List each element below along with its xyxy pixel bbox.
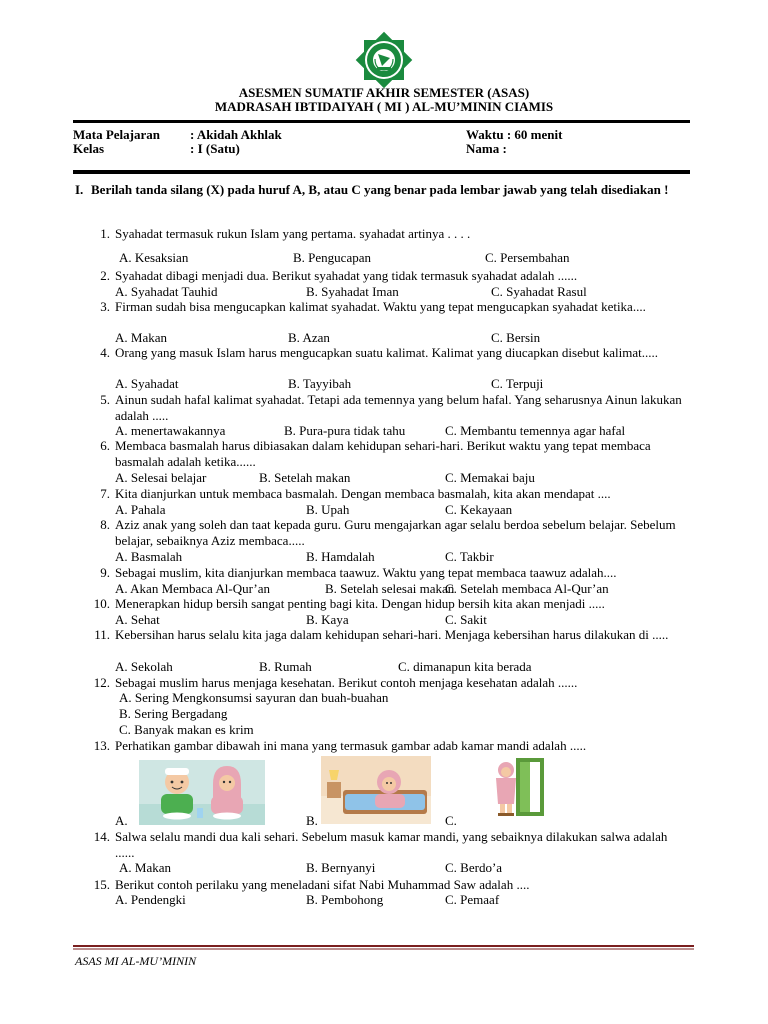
time-field: Waktu : 60 menit [466, 127, 563, 142]
answer-option[interactable]: C. dimanapun kita berada [398, 659, 532, 674]
question-text: Firman sudah bisa mengucapkan kalimat syahadat. Waktu yang tepat mengucapkan syahadat ketika.... [115, 299, 646, 314]
answer-option[interactable]: B. Setelah makan [259, 470, 351, 485]
question-text: Sebagai muslim harus menjaga kesehatan. Berikut contoh menjaga kesehatan adalah ...... [115, 675, 578, 690]
answer-option[interactable]: A. Makan [115, 330, 167, 345]
answer-option[interactable]: C. Sakit [445, 612, 487, 627]
answer-option[interactable]: A. Sering Mengkonsumsi sayuran dan buah-buahan [119, 690, 389, 705]
answer-option[interactable]: A. menertawakannya [115, 423, 226, 438]
question-number: 12. [93, 675, 110, 690]
answer-option[interactable]: B. Setelah selesai makan [325, 581, 455, 596]
answer-option[interactable]: B. Hamdalah [306, 549, 375, 564]
girl-in-bed-image [321, 756, 431, 824]
question-text: Orang yang masuk Islam harus mengucapkan suatu kalimat. Kalimat yang diucapkan disebut kalimat..... [115, 345, 658, 360]
answer-option[interactable]: B. Bernyanyi [306, 860, 376, 875]
answer-option[interactable]: B. Tayyibah [288, 376, 352, 391]
answer-option[interactable]: C. Memakai baju [445, 470, 535, 485]
answer-option[interactable]: A. Kesaksian [119, 250, 189, 265]
girl-at-door-image [492, 756, 547, 820]
question-number: 10. [93, 596, 110, 611]
answer-option[interactable]: C. Bersin [491, 330, 541, 345]
question-text: Syahadat dibagi menjadi dua. Berikut syahadat yang tidak termasuk syahadat adalah ...... [115, 268, 578, 283]
subject-label: Mata Pelajaran [73, 127, 161, 142]
question-number: 15. [93, 877, 110, 892]
section-number: I. [75, 182, 84, 197]
question-text: Aziz anak yang soleh dan taat kepada guru. Guru mengajarkan agar selalu berdoa sebelum belajar. Sebelum belajar, sebaiknya Aziz membaca..... [115, 517, 676, 548]
question-number: 7. [100, 486, 110, 501]
answer-option[interactable]: B. Pengucapan [293, 250, 371, 265]
question-number: 13. [93, 738, 110, 753]
answer-option[interactable]: A. Syahadat [115, 376, 179, 391]
answer-option[interactable]: B. Azan [288, 330, 330, 345]
answer-option[interactable]: B. Kaya [306, 612, 349, 627]
question-text: Berikut contoh perilaku yang meneladani sifat Nabi Muhammad Saw adalah .... [115, 877, 530, 892]
answer-option[interactable]: B. [306, 813, 318, 828]
answer-option[interactable]: B. Upah [306, 502, 350, 517]
question-text: Ainun sudah hafal kalimat syahadat. Tetapi ada temennya yang belum hafal. Yang seharusnya Ainun lakukan adalah ..... [115, 392, 682, 423]
children-eating-image [139, 760, 265, 825]
answer-option[interactable]: A. Akan Membaca Al-Qur’an [115, 581, 270, 596]
answer-option[interactable]: C. Terpuji [491, 376, 544, 391]
footer-text: ASAS MI AL-MU’MININ [75, 954, 197, 968]
answer-option[interactable]: C. Banyak makan es krim [119, 722, 254, 737]
question-number: 2. [100, 268, 110, 283]
question-number: 8. [100, 517, 110, 532]
answer-option[interactable]: B. Sering Bergadang [119, 706, 228, 721]
question-number: 1. [100, 226, 110, 241]
answer-option[interactable]: A. Makan [119, 860, 171, 875]
answer-option[interactable]: A. Sehat [115, 612, 160, 627]
answer-option[interactable]: C. [445, 813, 457, 828]
answer-option[interactable]: C. Persembahan [485, 250, 570, 265]
question-text: Salwa selalu mandi dua kali sehari. Sebelum masuk kamar mandi, yang sebaiknya dilakukan salwa adalah ...... [115, 829, 668, 860]
answer-option[interactable]: C. Kekayaan [445, 502, 513, 517]
answer-option[interactable]: A. Pendengki [115, 892, 186, 907]
question-number: 11. [94, 627, 110, 642]
answer-option[interactable]: B. Syahadat Iman [306, 284, 399, 299]
answer-option[interactable]: C. Berdo’a [445, 860, 503, 875]
question-text: Kebersihan harus selalu kita jaga dalam kehidupan sehari-hari. Menjaga kebersihan harus dilakukan di ..... [115, 627, 669, 642]
class-label: Kelas [73, 141, 105, 156]
school-name: MADRASAH IBTIDAIYAH ( MI ) AL-MU’MININ CIAMIS [214, 99, 554, 114]
question-text: Syahadat termasuk rukun Islam yang pertama. syahadat artinya . . . . [115, 226, 471, 241]
section-instruction: Berilah tanda silang (X) pada huruf A, B, atau C yang benar pada lembar jawab yang telah disediakan ! [91, 182, 669, 197]
question-number: 5. [100, 392, 110, 407]
answer-option[interactable]: A. Sekolah [115, 659, 173, 674]
subject-value: : Akidah Akhlak [190, 127, 282, 142]
class-value: : I (Satu) [190, 141, 240, 156]
madrasah-logo-icon [354, 30, 414, 90]
footer-divider [73, 945, 694, 951]
answer-option[interactable]: B. Pura-pura tidak tahu [284, 423, 406, 438]
name-field: Nama : [466, 141, 507, 156]
answer-option[interactable]: B. Rumah [259, 659, 312, 674]
question-text: Menerapkan hidup bersih sangat penting bagi kita. Dengan hidup bersih kita akan menjadi ..... [115, 596, 605, 611]
question-number: 3. [100, 299, 110, 314]
answer-option[interactable]: A. Syahadat Tauhid [115, 284, 218, 299]
question-number: 9. [100, 565, 110, 580]
question-text: Perhatikan gambar dibawah ini mana yang termasuk gambar adab kamar mandi adalah ..... [115, 738, 587, 753]
answer-option[interactable]: B. Pembohong [306, 892, 384, 907]
question-text: Membaca basmalah harus dibiasakan dalam kehidupan sehari-hari. Berikut waktu yang tepat membaca basmalah adalah ketika...... [115, 438, 651, 469]
question-number: 6. [100, 438, 110, 453]
header-divider [73, 120, 690, 123]
meta-divider [73, 170, 690, 174]
answer-option[interactable]: A. Selesai belajar [115, 470, 207, 485]
question-text: Kita dianjurkan untuk membaca basmalah. Dengan membaca basmalah, kita akan mendapat .... [115, 486, 611, 501]
answer-option[interactable]: A. [115, 813, 128, 828]
answer-option[interactable]: C. Membantu temennya agar hafal [445, 423, 626, 438]
answer-option[interactable]: C. Setelah membaca Al-Qur’an [445, 581, 609, 596]
answer-option[interactable]: A. Basmalah [115, 549, 183, 564]
question-number: 4. [100, 345, 110, 360]
answer-option[interactable]: C. Syahadat Rasul [491, 284, 587, 299]
question-number: 14. [93, 829, 110, 844]
exam-title: ASESMEN SUMATIF AKHIR SEMESTER (ASAS) [238, 85, 530, 100]
answer-option[interactable]: A. Pahala [115, 502, 166, 517]
answer-option[interactable]: C. Takbir [445, 549, 494, 564]
question-text: Sebagai muslim, kita dianjurkan membaca taawuz. Waktu yang tepat membaca taawuz adalah.... [115, 565, 617, 580]
answer-option[interactable]: C. Pemaaf [445, 892, 500, 907]
